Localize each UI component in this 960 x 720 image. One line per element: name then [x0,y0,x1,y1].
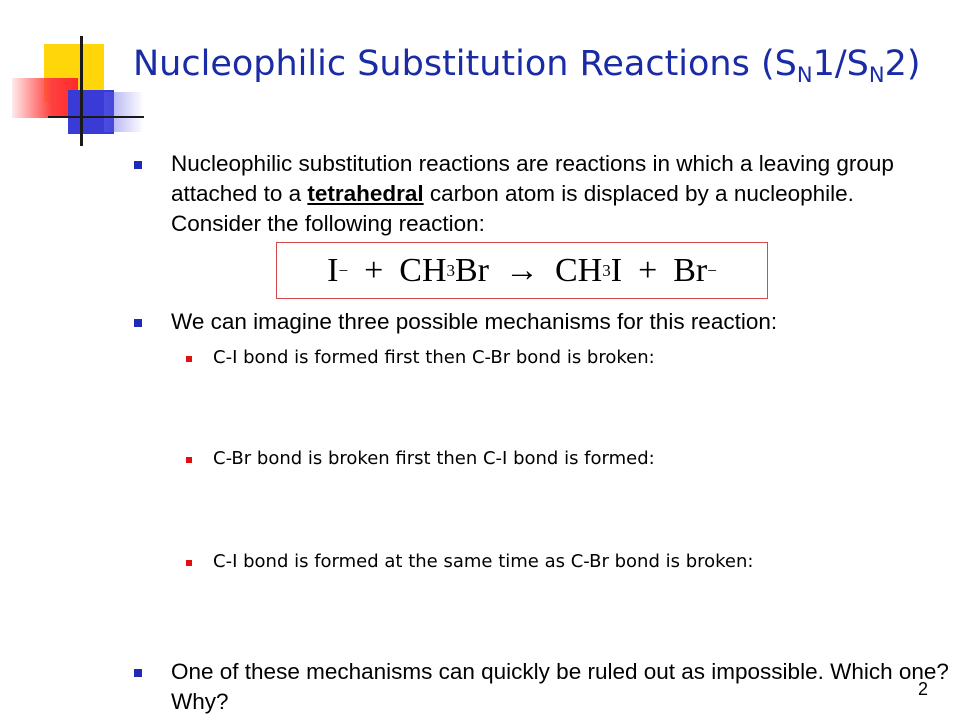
logo-vertical-line [80,36,83,146]
emphasis-tetrahedral: tetrahedral [307,181,424,206]
slide-title: Nucleophilic Substitution Reactions $(S_N1/S_N2)$ [133,44,921,87]
subbullet-square-icon [186,560,192,566]
bullet-square-icon [134,161,142,169]
reaction-arrow-icon: → [505,251,539,289]
subbullet-square-icon [186,457,192,463]
bullet-definition: Nucleophilic substitution reactions are reactions in which a leaving group attached to a tetrahedral carbon atom is displaced by a nucleophile. Consider the following reaction: [171,149,931,239]
logo-horizontal-line [48,116,144,118]
page-number: 2 [918,679,929,699]
bullet-question: One of these mechanisms can quickly be ruled out as impossible. Which one? Why? [171,657,951,717]
subbullet-mechanism-2: C-Br bond is broken first then C-I bond is formed: [213,447,655,471]
subbullet-mechanism-1: C-I bond is formed first then C-Br bond is broken: [213,346,655,370]
logo-blue-fade [104,92,144,132]
bullet-square-icon [134,319,142,327]
subbullet-square-icon [186,356,192,362]
subbullet-mechanism-3: C-I bond is formed at the same time as C-Br bond is broken: [213,550,753,574]
reaction-equation: I − + CH 3 Br → CH 3 I + Br − [276,242,768,299]
bullet-square-icon [134,669,142,677]
decorative-logo [0,0,150,150]
bullet-mechanisms: We can imagine three possible mechanisms for this reaction: [171,307,931,337]
